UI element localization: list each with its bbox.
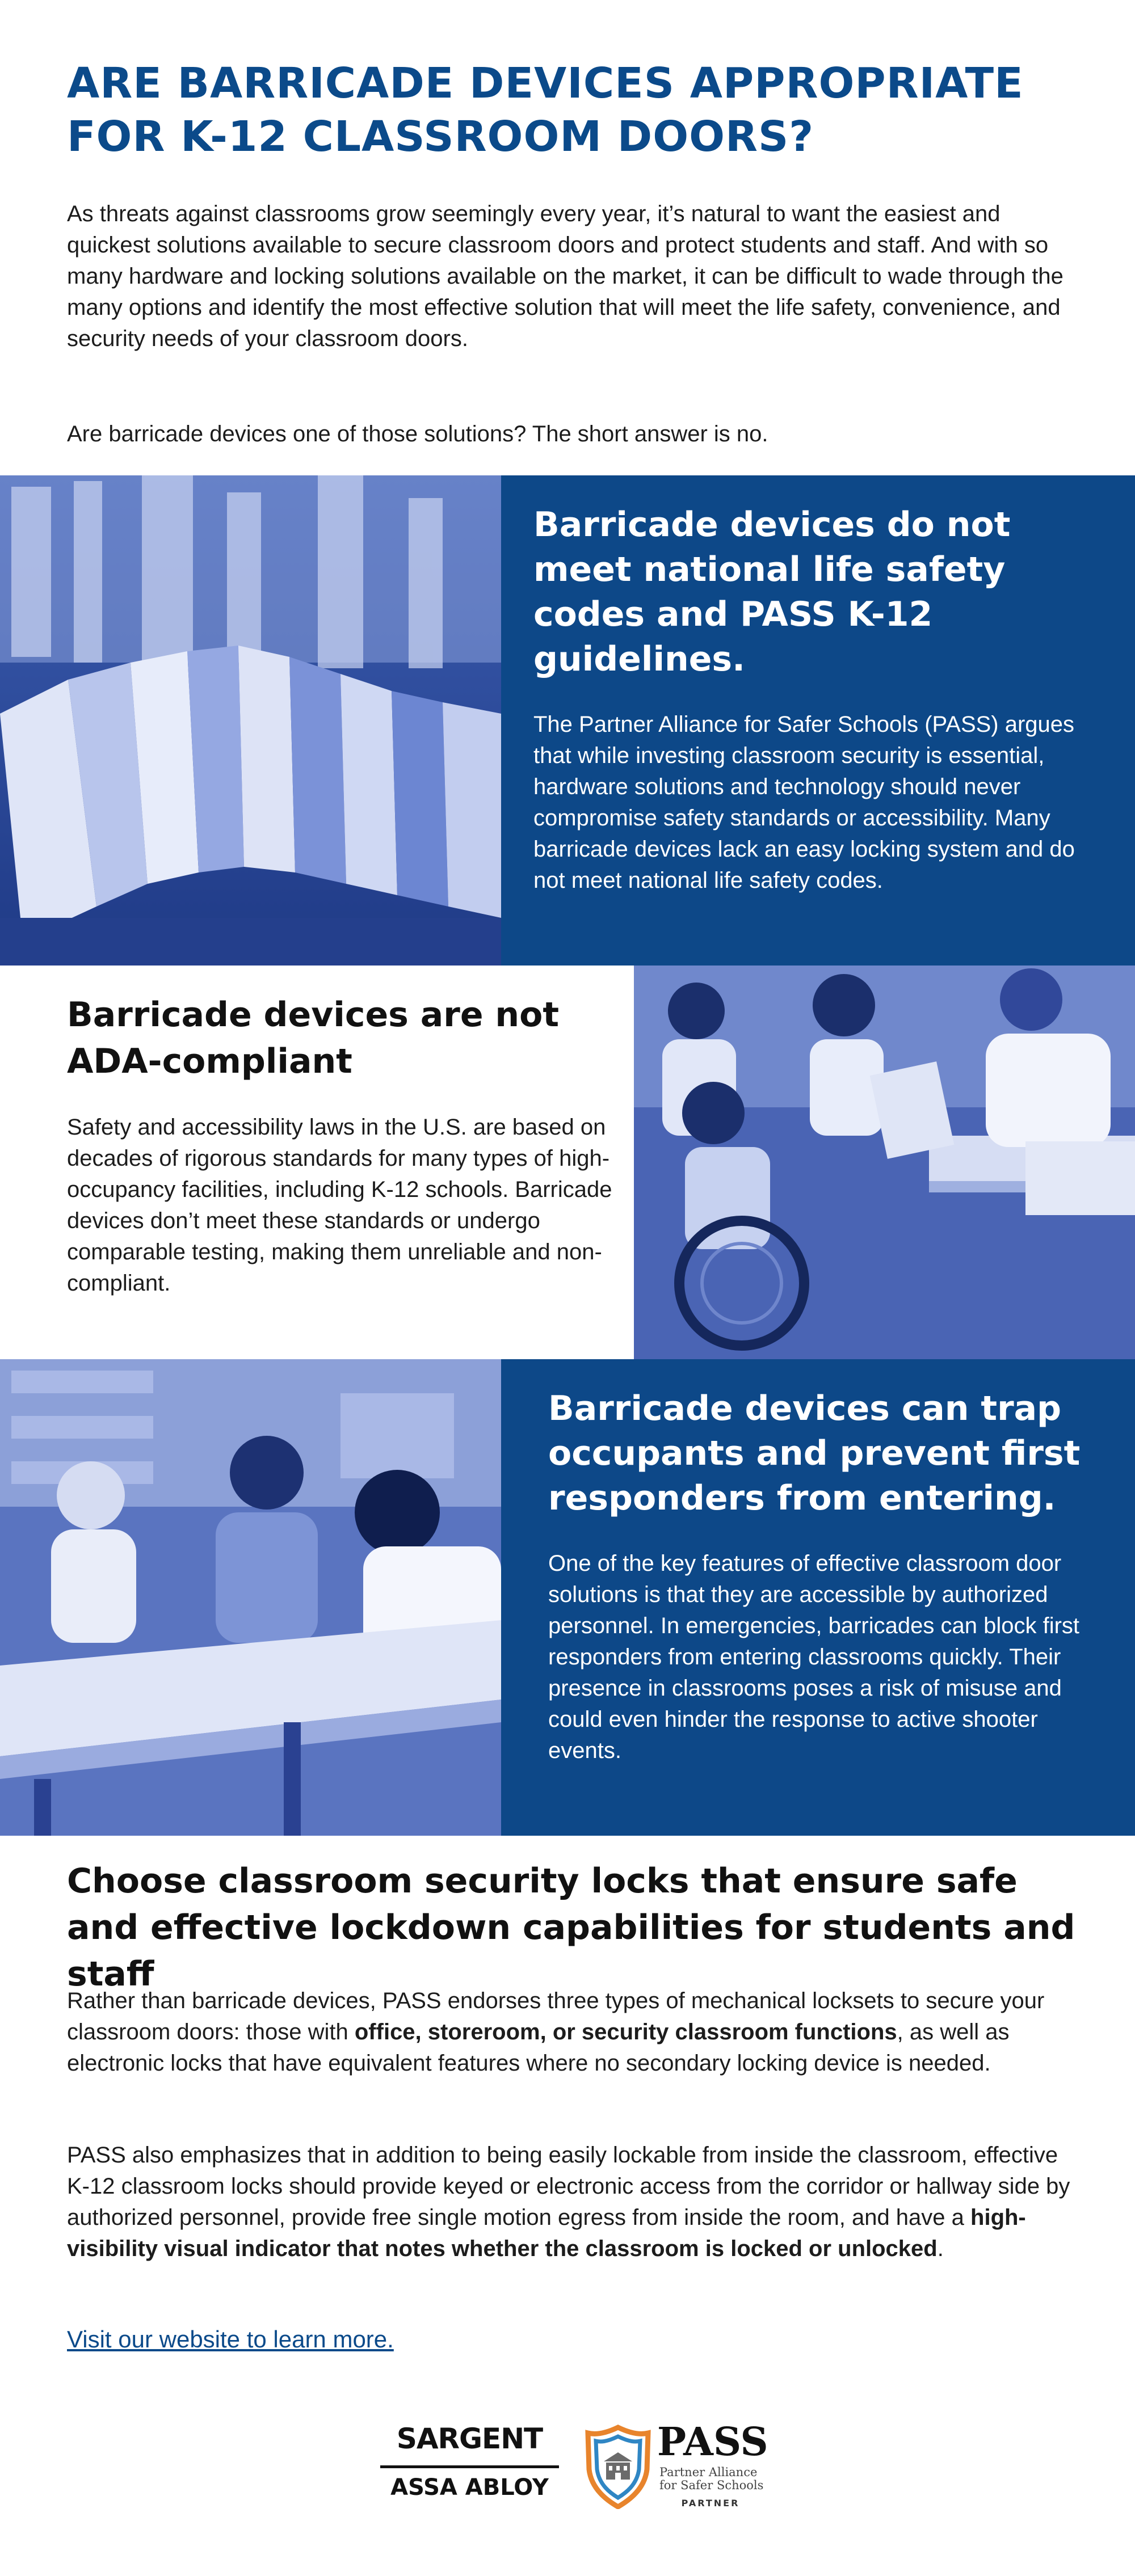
assa-abloy-wordmark: ASSA ABLOY xyxy=(390,2474,549,2501)
section-first-responders xyxy=(0,1359,1135,1836)
bold-lock-functions: office, storeroom, or security classroom functions xyxy=(354,2020,897,2044)
books-photo xyxy=(0,475,501,966)
section-heading: Barricade devices do not meet national life safety codes and PASS K-12 guidelines. xyxy=(533,505,1011,679)
text-run: , as well as electronic locks that have equivalent features where no secondary locking device is needed. xyxy=(67,2020,1010,2076)
text-run: Rather than barricade devices, PASS endorses three types of mechanical locksets to secure your classroom doors: those with xyxy=(67,1988,1045,2044)
text-run: PASS also emphasizes that in addition to being easily lockable from inside the classroom, effective K-12 classroom locks should provide keyed or electronic access from the corridor or hallway side by authorized personnel, provide free single motion egress from inside the room, and have a xyxy=(67,2143,1070,2230)
sargent-wordmark: SARGENT xyxy=(396,2422,543,2455)
logo-divider xyxy=(380,2465,559,2468)
choose-paragraph-1 xyxy=(67,1985,1077,2079)
pass-partner-label: PARTNER xyxy=(681,2498,740,2508)
section-ada xyxy=(0,966,1135,1359)
page-title: ARE BARRICADE DEVICES APPROPRIATE FOR K-12 CLASSROOM DOORS? xyxy=(67,59,1024,161)
section-body: The Partner Alliance for Safer Schools (PASS) argues that while investing classroom security is essential, hardware solutions and technology should never compromise safety standards or accessibility. Many barricade devices lack an easy locking system and do not meet national life safety codes. xyxy=(533,712,1075,893)
pass-shield-icon xyxy=(585,2424,651,2509)
text-run: . xyxy=(937,2236,944,2261)
sargent-assa-abloy-logo xyxy=(380,2422,559,2507)
choose-paragraph-2 xyxy=(67,2140,1077,2265)
children-table-photo xyxy=(0,1359,501,1836)
section-heading: Barricade devices can trap occupants and prevent first responders from entering. xyxy=(548,1389,1081,1518)
short-answer: Are barricade devices one of those solutions? The short answer is no. xyxy=(67,421,768,446)
pass-wordmark: PASS xyxy=(657,2419,768,2465)
choose-heading: Choose classroom security locks that ensure safe and effective lockdown capabilities for students and staff xyxy=(67,1861,1075,1994)
bold-visual-indicator: high-visibility visual indicator that notes whether the classroom is locked or unlocked xyxy=(67,2205,1026,2261)
section-heading: Barricade devices are not ADA-compliant xyxy=(67,995,560,1081)
section-life-safety xyxy=(0,475,1135,966)
pass-partner-logo xyxy=(585,2419,766,2516)
classroom-wheelchair-photo xyxy=(634,966,1135,1359)
section-body: One of the key features of effective classroom door solutions is that they are accessible by authorized personnel. In emergencies, barricades can block first responders from entering classrooms quickly. Their presence in classrooms poses a risk of misuse and could even hinder the response to active shooter events. xyxy=(548,1551,1080,1763)
intro-paragraph: As threats against classrooms grow seemingly every year, it’s natural to want the easiest and quickest solutions available to secure classroom doors and protect students and staff. And with so many hardware and locking solutions available on the market, it can be difficult to wade through the many options and identify the most effective solution that will meet the life safety, convenience, and security needs of your classroom doors. xyxy=(67,201,1063,351)
section-body: Safety and accessibility laws in the U.S. are based on decades of rigorous standards for many types of high-occupancy facilities, including K-12 schools. Barricade devices don’t meet these standards or undergo comparable testing, making them unreliable and non-compliant. xyxy=(67,1115,612,1296)
visit-website-link[interactable]: Visit our website to learn more. xyxy=(67,2326,394,2352)
pass-subtitle: Partner Alliance for Safer Schools xyxy=(659,2465,764,2492)
